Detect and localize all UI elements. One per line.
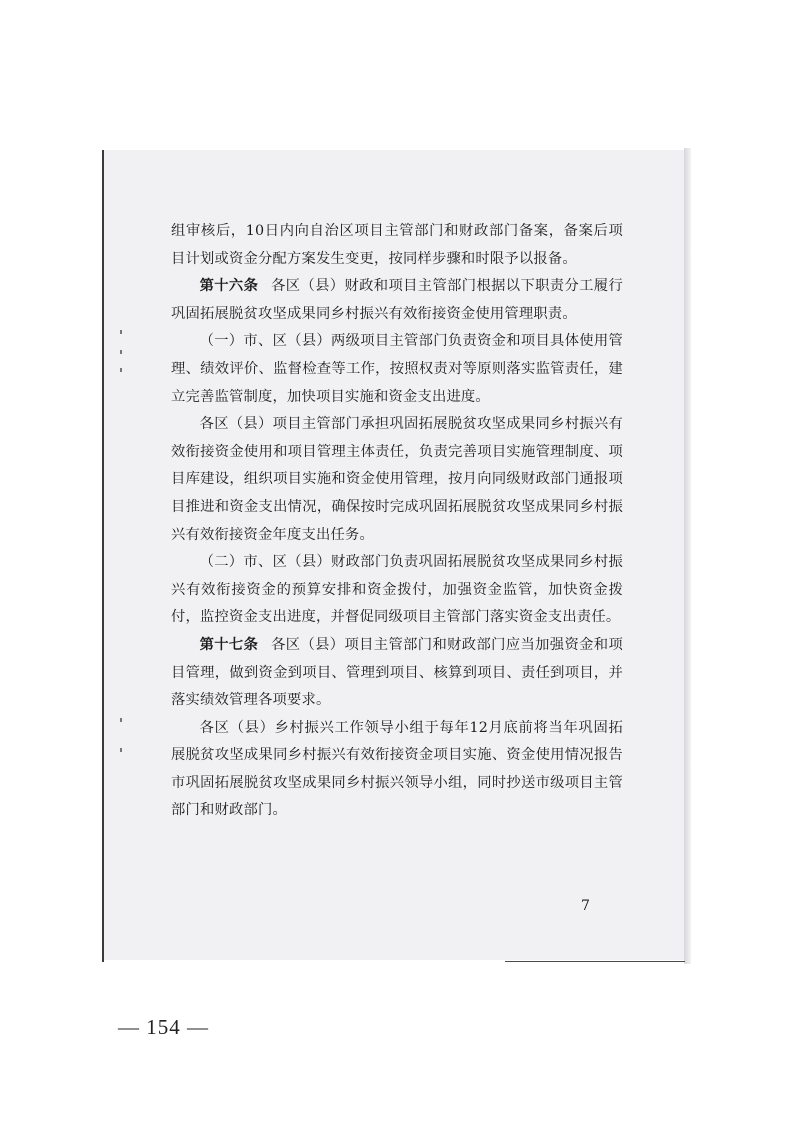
scan-bottom-edge bbox=[505, 961, 685, 962]
paragraph-text: 各区（县）项目主管部门和财政部门应当加强资金和项目管理，做到资金到项目、管理到项目、核算到项目、责任到项目，并落实绩效管理各项要求。 bbox=[171, 636, 623, 709]
scan-left-edge bbox=[102, 150, 104, 962]
paragraph-text: 组审核后，10日内向自治区项目主管部门和财政部门备案，备案后项目计划或资金分配方案发生变更，按同样步骤和时限予以报备。 bbox=[171, 223, 623, 267]
binding-hole-mark bbox=[120, 718, 122, 722]
article-paragraph bbox=[171, 632, 623, 715]
paragraph bbox=[171, 328, 623, 411]
binding-hole-mark bbox=[120, 330, 122, 334]
binding-hole-mark bbox=[120, 350, 122, 354]
paragraph bbox=[171, 715, 623, 825]
outer-page-number: — 154 — bbox=[118, 1015, 209, 1039]
paragraph bbox=[171, 411, 623, 549]
article-heading: 第十六条 bbox=[199, 278, 259, 295]
scan-edge-shadow bbox=[684, 148, 691, 964]
paragraph bbox=[171, 218, 623, 273]
article-paragraph bbox=[171, 273, 623, 328]
paragraph-text: 各区（县）项目主管部门承担巩固拓展脱贫攻坚成果同乡村振兴有效衔接资金使用和项目管理主体责任，负责完善项目实施管理制度、项目库建设，组织项目实施和资金使用管理，按月向同级财政部门通报项目推进和资金支出情况，确保按时完成巩固拓展脱贫攻坚成果同乡村振兴有效衔接资金年度支出任务。 bbox=[171, 416, 623, 543]
document-body bbox=[171, 218, 623, 825]
binding-hole-mark bbox=[120, 748, 122, 752]
article-heading: 第十七条 bbox=[199, 636, 259, 653]
paragraph-text: 各区（县）财政和项目主管部门根据以下职责分工履行巩固拓展脱贫攻坚成果同乡村振兴有效衔接资金使用管理职责。 bbox=[171, 278, 623, 322]
paragraph-text: （二）市、区（县）财政部门负责巩固拓展脱贫攻坚成果同乡村振兴有效衔接资金的预算安排和资金拨付，加强资金监管，加快资金拨付，监控资金支出进度，并督促同级项目主管部门落实资金支出责任。 bbox=[171, 554, 623, 626]
binding-hole-mark bbox=[120, 368, 122, 372]
inner-page-number: 7 bbox=[581, 898, 590, 914]
paragraph-text: （一）市、区（县）两级项目主管部门负责资金和项目具体使用管理、绩效评价、监督检查等工作，按照权责对等原则落实监管责任，建立完善监管制度，加快项目实施和资金支出进度。 bbox=[171, 333, 623, 405]
paragraph bbox=[171, 549, 623, 632]
paragraph-text: 各区（县）乡村振兴工作领导小组于每年12月底前将当年巩固拓展脱贫攻坚成果同乡村振兴有效衔接资金项目实施、资金使用情况报告市巩固拓展脱贫攻坚成果同乡村振兴领导小组，同时抄送市级项目主管部门和财政部门。 bbox=[171, 719, 623, 819]
